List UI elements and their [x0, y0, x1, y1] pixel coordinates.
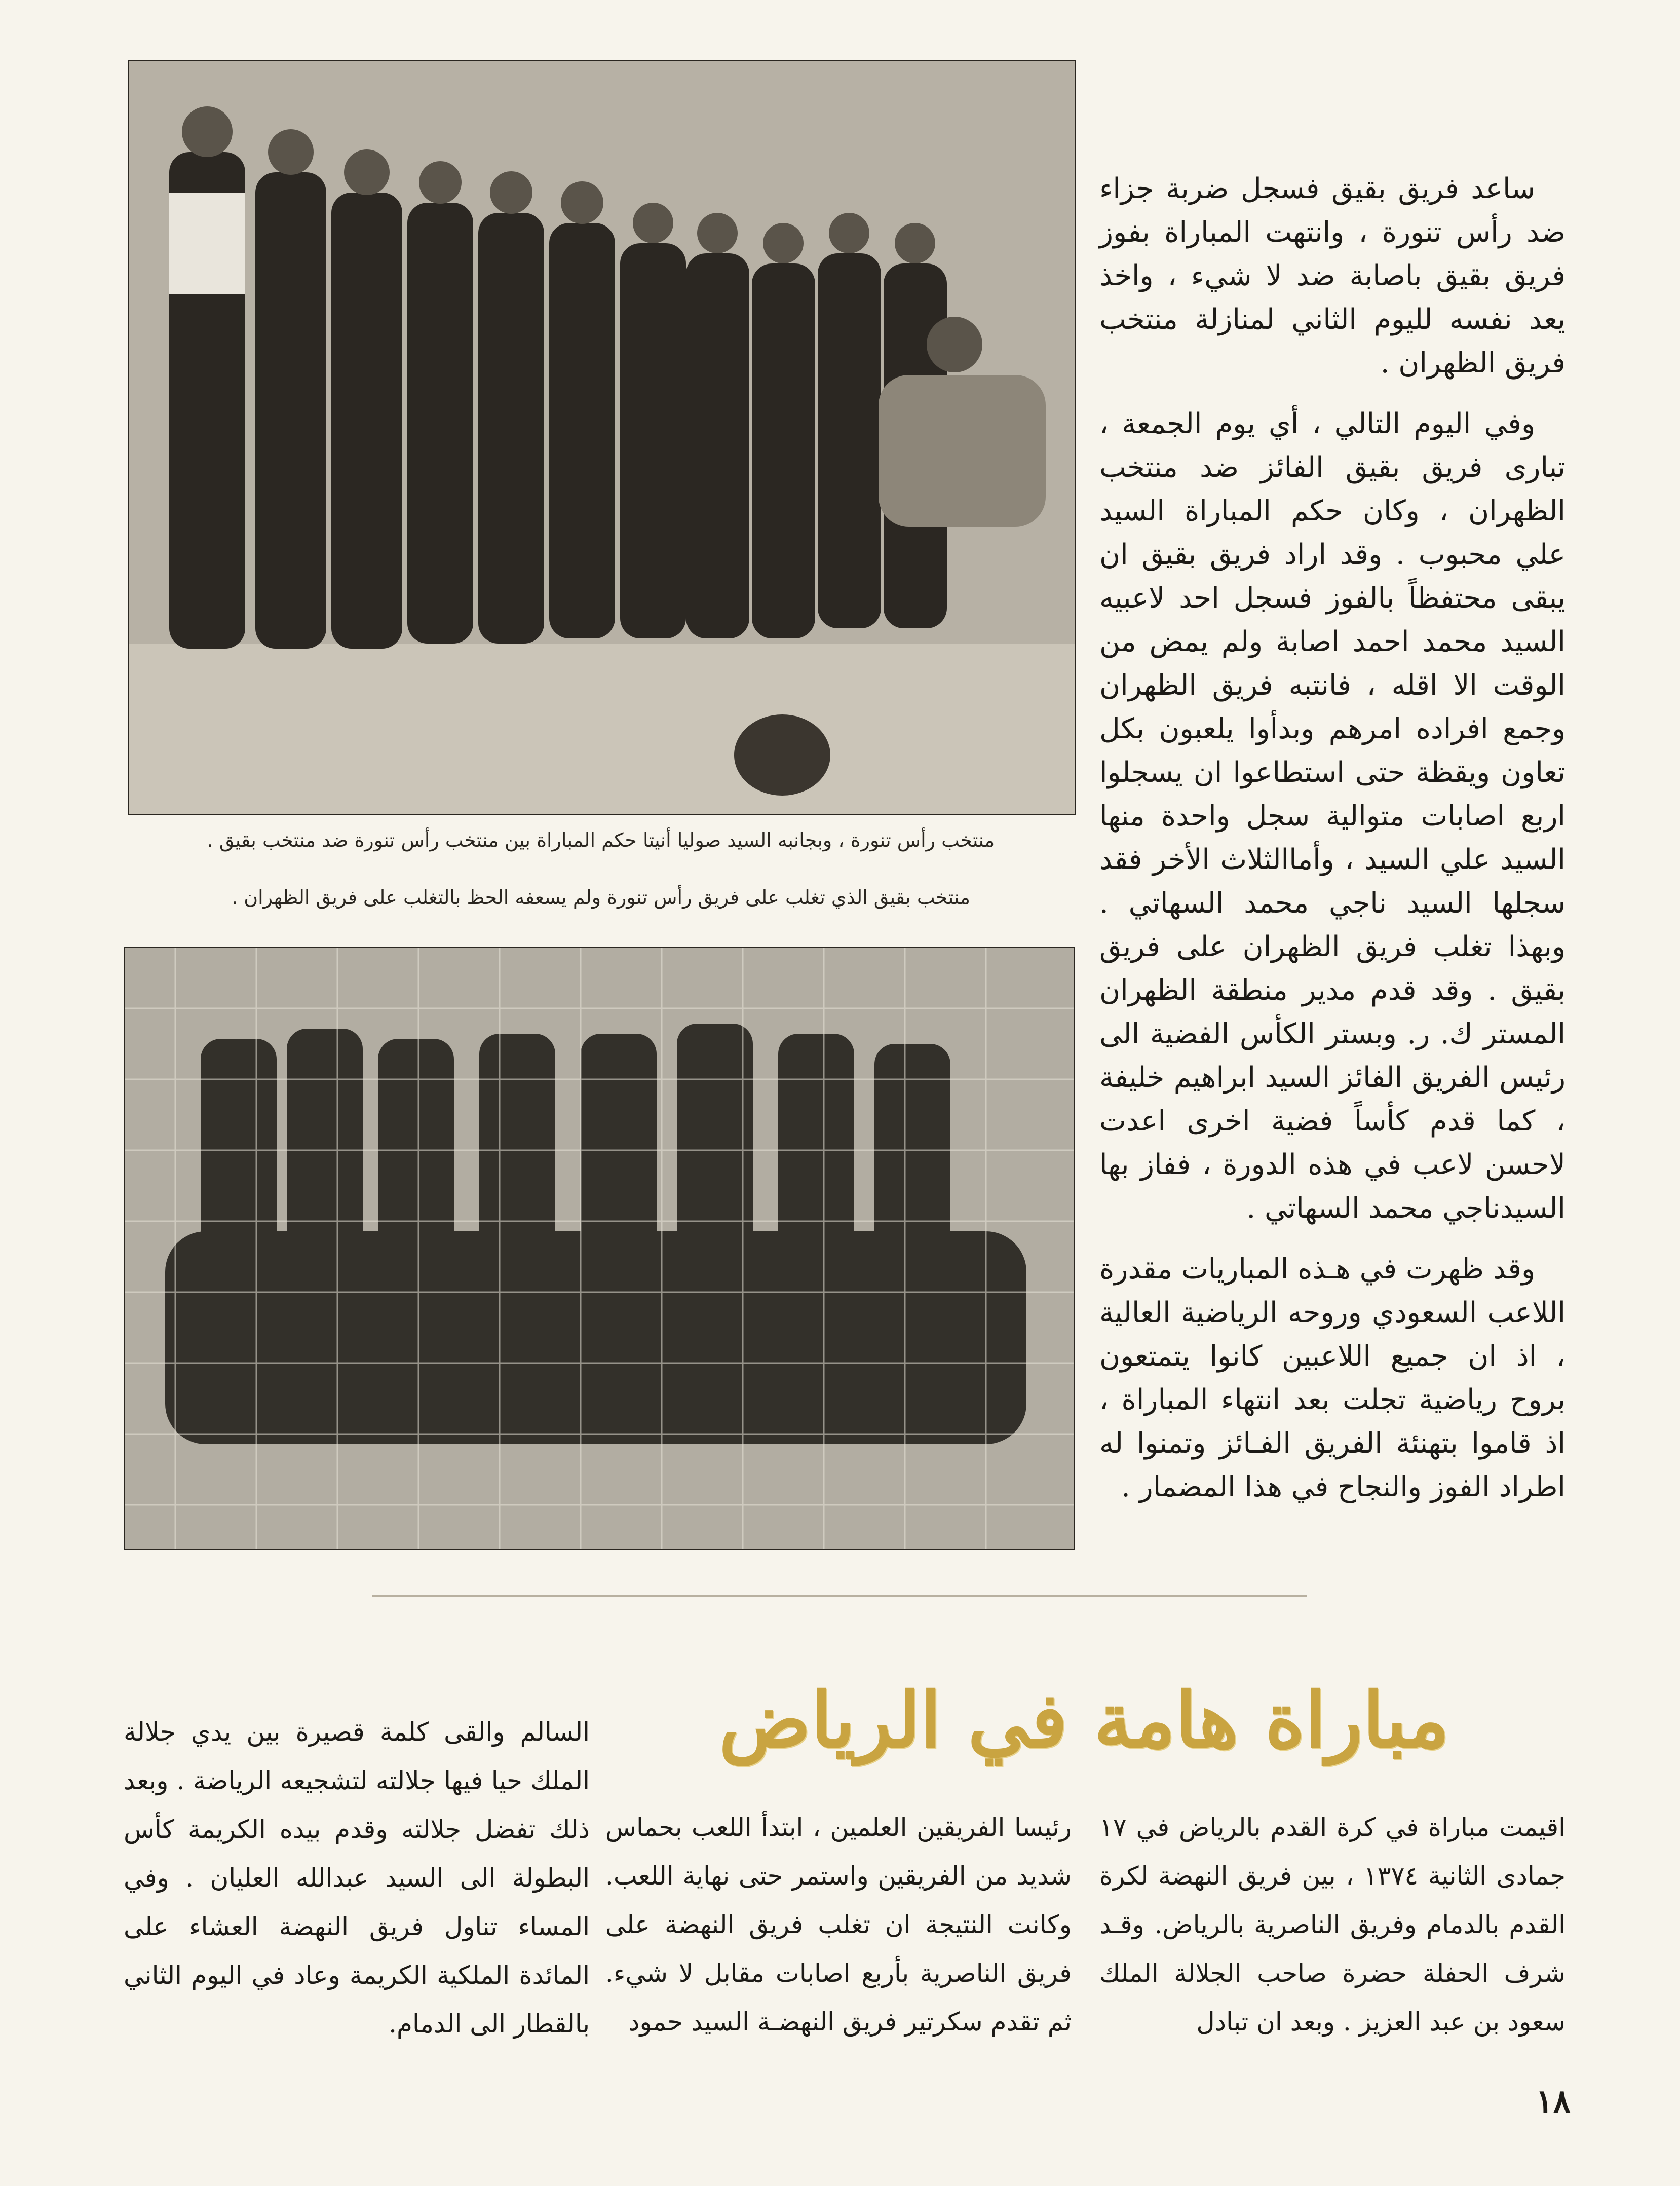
- article-riyadh-column-right: اقيمت مباراة في كرة القدم بالرياض في ١٧ جمادى الثانية ١٣٧٤ ، بين فريق النهضة لكرة القدم بالدمام وفريق الناصرية بالرياض. وقـد شرف الحفلة حضرة صاحب الجلالة الملك سعود بن عبد العزيز . وبعد ان تبادل: [1099, 1813, 1566, 2037]
- team-photo-buqayq: [124, 947, 1075, 1550]
- article-paragraph: ساعد فريق بقيق فسجل ضربة جزاء ضد رأس تنورة ، وانتهت المباراة بفوز فريق بقيق باصابة ضد لا شيء ، واخذ يعد نفسه لليوم الثاني لمنازلة منتخب فريق الظهران .: [1099, 172, 1566, 380]
- page-number: ١٨: [1536, 2083, 1571, 2121]
- article-paragraph: وفي اليوم التالي ، أي يوم الجمعة ، تبارى فريق بقيق الفائز ضد منتخب الظهران ، وكان حكم المباراة السيد علي محبوب . وقد اراد فريق بقيق ان يبقى محتفظاً بالفوز فسجل احد لاعبيه السيد محمد احمد اصابة ولم يمض من الوقت الا اقله ، فانتبه فريق الظهران وجمع افراده امرهم وبدأوا يلعبون بكل تعاون ويقظة حتى استطاعوا ان يسجلوا اربع اصابات متوالية سجل واحدة منها السيد علي السيد ، وأماالثلاث الأخر فقد سجلها السيد ناجي محمد السهاتي . وبهذا تغلب فريق الظهران على فريق بقيق . وقد قدم مدير منطقة الظهران المستر ك. ر. وبستر الكأس الفضية الى رئيس الفريق الفائز السيد ابراهيم خليفة ، كما قدم كأساً فضية اخرى اعدت لاحسن لاعب في هذه الدورة ، ففاز بها السيدناجي محمد السهاتي .: [1099, 407, 1566, 1225]
- caption-ras-tanura: منتخب رأس تنورة ، وبجانبه السيد صوليا أنيتا حكم المباراة بين منتخب رأس تنورة ضد منتخب بقيق .: [207, 829, 995, 851]
- caption-buqayq: منتخب بقيق الذي تغلب على فريق رأس تنورة ولم يسعفه الحظ بالتغلب على فريق الظهران .: [232, 886, 970, 909]
- article-title: مباراة هامة في الرياض: [719, 1676, 1449, 1765]
- section-divider: [372, 1595, 1307, 1597]
- team-photo-ras-tanura: [128, 60, 1076, 815]
- article-dhahran-column: [1099, 167, 1566, 1526]
- article-riyadh-column-left: السالم والقى كلمة قصيرة بين يدي جلالة الملك حيا فيها جلالته لتشجيعه الرياضة . وبعد ذلك تفضل جلالته وقدم بيده الكريمة كأس البطولة الى السيد عبدالله العليان . وفي المساء تناول فريق النهضة العشاء على المائدة الملكية الكريمة وعاد في اليوم الثاني بالقطار الى الدمام.: [124, 1717, 590, 2039]
- article-paragraph: وقد ظهرت في هـذه المباريات مقدرة اللاعب السعودي وروحه الرياضية العالية ، اذ ان جميع اللاعبين كانوا يتمتعون بروح رياضية تجلت بعد انتهاء المباراة ، اذ قاموا بتهنئة الفريق الفـائز وتمنوا له اطراد الفوز والنجاح في هذا المضمار .: [1099, 1253, 1566, 1503]
- team-photo-ras-tanura-art: [129, 61, 1075, 814]
- team-photo-buqayq-art: [125, 948, 1074, 1549]
- article-riyadh-column-middle: رئيسا الفريقين العلمين ، ابتدأ اللعب بحماس شديد من الفريقين واستمر حتى نهاية اللعب. وكانت النتيجة ان تغلب فريق النهضة على فريق الناصرية بأربع اصابات مقابل لا شيء. ثم تقدم سكرتير فريق النهضـة السيد حمود: [605, 1813, 1072, 2037]
